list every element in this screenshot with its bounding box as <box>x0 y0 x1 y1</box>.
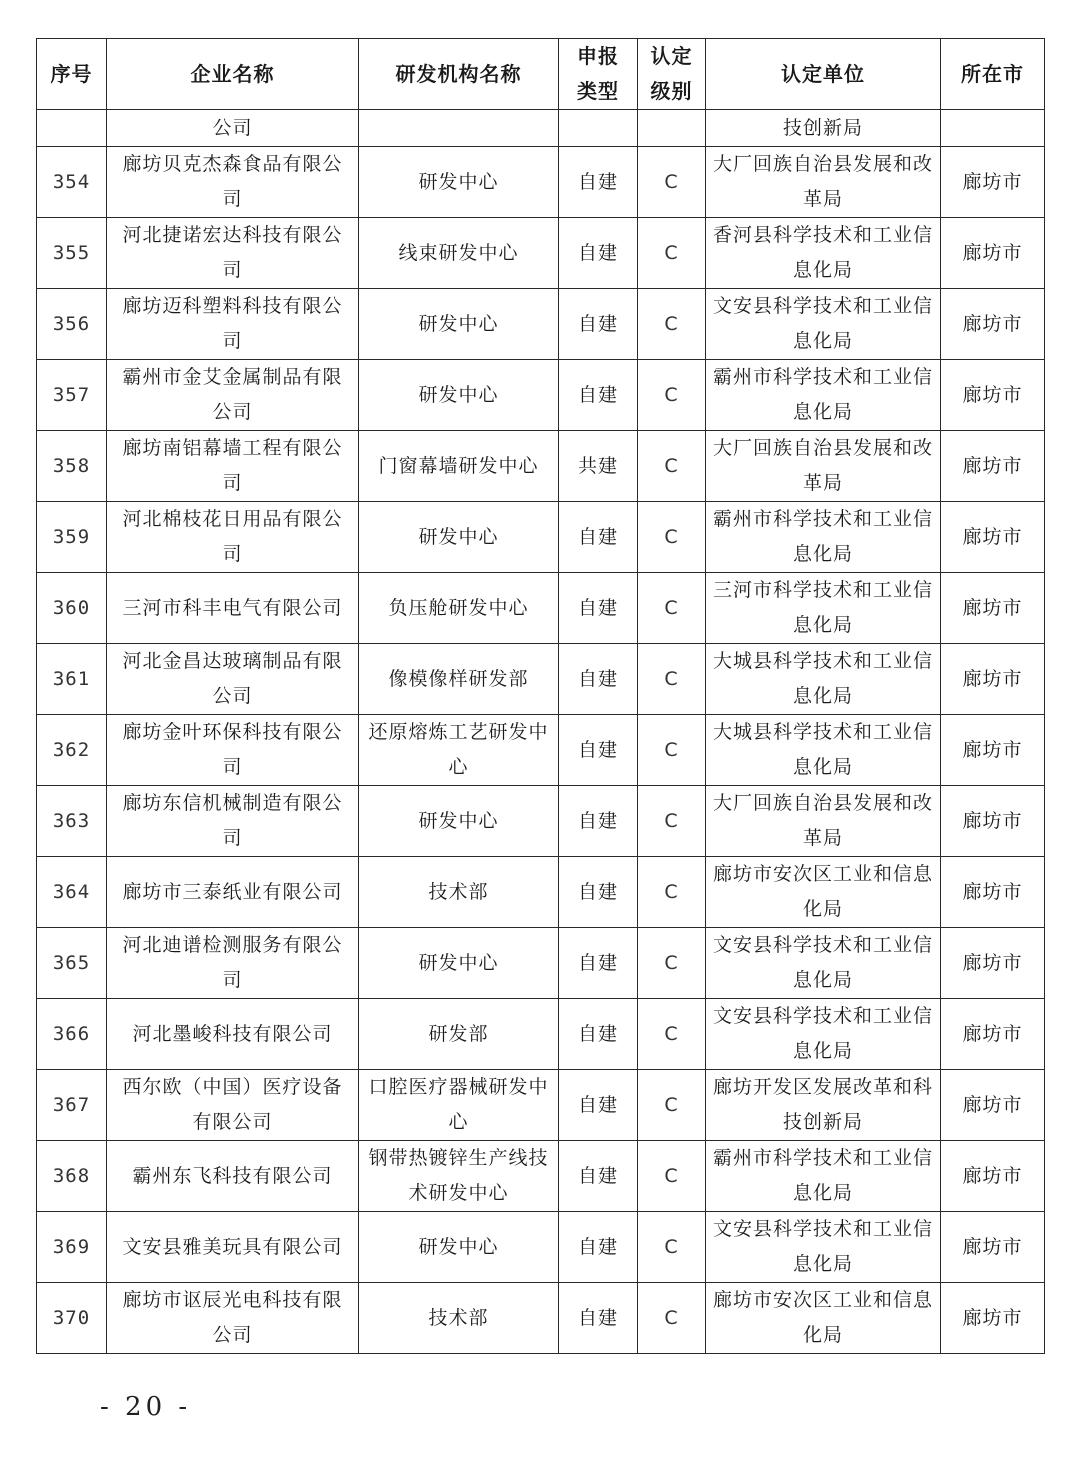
cell-level: C <box>638 502 706 573</box>
cell-city: 廊坊市 <box>941 1283 1045 1354</box>
cell-institution: 负压舱研发中心 <box>359 573 559 644</box>
header-row <box>37 39 1045 110</box>
cell-type: 自建 <box>559 1141 638 1212</box>
cell-company: 文安县雅美玩具有限公司 <box>107 1212 359 1283</box>
cell-institution: 门窗幕墙研发中心 <box>359 431 559 502</box>
table-row <box>37 928 1045 999</box>
cell-level: C <box>638 289 706 360</box>
cell-unit: 霸州市科学技术和工业信息化局 <box>706 502 941 573</box>
cell-city: 廊坊市 <box>941 1070 1045 1141</box>
cell-seq: 356 <box>37 289 107 360</box>
cell-company: 河北迪谱检测服务有限公司 <box>107 928 359 999</box>
cell-level: C <box>638 1141 706 1212</box>
cell-unit: 廊坊市安次区工业和信息化局 <box>706 857 941 928</box>
cell-seq: 368 <box>37 1141 107 1212</box>
cell-institution: 还原熔炼工艺研发中心 <box>359 715 559 786</box>
cell-institution: 研发部 <box>359 999 559 1070</box>
cell-type: 自建 <box>559 147 638 218</box>
table-row <box>37 1212 1045 1283</box>
cell-unit: 大厂回族自治县发展和改革局 <box>706 786 941 857</box>
cell-seq: 363 <box>37 786 107 857</box>
cell-seq <box>37 110 107 147</box>
cell-seq: 357 <box>37 360 107 431</box>
table-row <box>37 857 1045 928</box>
institution-table <box>36 38 1045 1354</box>
cell-seq: 355 <box>37 218 107 289</box>
cell-seq: 358 <box>37 431 107 502</box>
cell-level: C <box>638 147 706 218</box>
cell-unit: 大厂回族自治县发展和改革局 <box>706 431 941 502</box>
cell-level: C <box>638 360 706 431</box>
cell-seq: 366 <box>37 999 107 1070</box>
cell-company: 霸州市金艾金属制品有限公司 <box>107 360 359 431</box>
cell-level: C <box>638 1212 706 1283</box>
cell-city: 廊坊市 <box>941 1212 1045 1283</box>
cell-type: 自建 <box>559 1212 638 1283</box>
header-type: 申报类型 <box>559 39 638 110</box>
cell-level: C <box>638 573 706 644</box>
header-company: 企业名称 <box>107 39 359 110</box>
cell-city: 廊坊市 <box>941 786 1045 857</box>
cell-company: 西尔欧（中国）医疗设备有限公司 <box>107 1070 359 1141</box>
page-number: - 20 - <box>100 1392 192 1422</box>
cell-company: 河北金昌达玻璃制品有限公司 <box>107 644 359 715</box>
cell-company: 河北棉枝花日用品有限公司 <box>107 502 359 573</box>
cell-company: 廊坊市讴辰光电科技有限公司 <box>107 1283 359 1354</box>
table-row <box>37 1070 1045 1141</box>
cell-type: 自建 <box>559 857 638 928</box>
cell-level: C <box>638 1283 706 1354</box>
cell-institution: 研发中心 <box>359 786 559 857</box>
cell-institution: 像模像样研发部 <box>359 644 559 715</box>
cell-city: 廊坊市 <box>941 218 1045 289</box>
cell-seq: 365 <box>37 928 107 999</box>
cell-type: 自建 <box>559 289 638 360</box>
cell-institution: 技术部 <box>359 857 559 928</box>
cell-seq: 354 <box>37 147 107 218</box>
cell-company: 河北捷诺宏达科技有限公司 <box>107 218 359 289</box>
header-city: 所在市 <box>941 39 1045 110</box>
cell-city: 廊坊市 <box>941 573 1045 644</box>
cell-unit: 香河县科学技术和工业信息化局 <box>706 218 941 289</box>
cell-unit: 三河市科学技术和工业信息化局 <box>706 573 941 644</box>
cell-seq: 369 <box>37 1212 107 1283</box>
cell-city: 廊坊市 <box>941 360 1045 431</box>
header-institution: 研发机构名称 <box>359 39 559 110</box>
continuation-row <box>37 110 1045 147</box>
cell-type: 自建 <box>559 999 638 1070</box>
cell-city: 廊坊市 <box>941 928 1045 999</box>
cell-type: 自建 <box>559 715 638 786</box>
header-level: 认定级别 <box>638 39 706 110</box>
cell-type: 自建 <box>559 644 638 715</box>
header-seq: 序号 <box>37 39 107 110</box>
cell-level: C <box>638 715 706 786</box>
cell-company: 廊坊东信机械制造有限公司 <box>107 786 359 857</box>
cell-level: C <box>638 786 706 857</box>
cell-seq: 362 <box>37 715 107 786</box>
table-row <box>37 644 1045 715</box>
cell-level: C <box>638 857 706 928</box>
cell-level: C <box>638 431 706 502</box>
table-row <box>37 218 1045 289</box>
cell-institution: 技术部 <box>359 1283 559 1354</box>
cell-seq: 361 <box>37 644 107 715</box>
cell-city: 廊坊市 <box>941 715 1045 786</box>
table-body <box>37 110 1045 1354</box>
cell-city: 廊坊市 <box>941 431 1045 502</box>
cell-institution: 研发中心 <box>359 147 559 218</box>
cell-unit: 大城县科学技术和工业信息化局 <box>706 644 941 715</box>
cell-level: C <box>638 218 706 289</box>
cell-seq: 364 <box>37 857 107 928</box>
table-row <box>37 999 1045 1070</box>
cell-unit: 文安县科学技术和工业信息化局 <box>706 289 941 360</box>
cell-type: 自建 <box>559 360 638 431</box>
cell-city: 廊坊市 <box>941 857 1045 928</box>
cell-type: 自建 <box>559 1070 638 1141</box>
cell-company: 廊坊市三泰纸业有限公司 <box>107 857 359 928</box>
header-unit: 认定单位 <box>706 39 941 110</box>
cell-institution: 口腔医疗器械研发中心 <box>359 1070 559 1141</box>
cell-city: 廊坊市 <box>941 502 1045 573</box>
cell-seq: 359 <box>37 502 107 573</box>
cell-level: C <box>638 644 706 715</box>
cell-institution: 研发中心 <box>359 502 559 573</box>
table-row <box>37 573 1045 644</box>
table-row <box>37 147 1045 218</box>
cell-company: 河北墨峻科技有限公司 <box>107 999 359 1070</box>
cell-unit: 文安县科学技术和工业信息化局 <box>706 928 941 999</box>
cell-unit: 霸州市科学技术和工业信息化局 <box>706 1141 941 1212</box>
cell-type: 共建 <box>559 431 638 502</box>
cell-unit: 廊坊开发区发展改革和科技创新局 <box>706 1070 941 1141</box>
cell-city: 廊坊市 <box>941 147 1045 218</box>
cell-type: 自建 <box>559 1283 638 1354</box>
cell-city <box>941 110 1045 147</box>
cell-city: 廊坊市 <box>941 644 1045 715</box>
cell-type: 自建 <box>559 928 638 999</box>
cell-unit: 文安县科学技术和工业信息化局 <box>706 1212 941 1283</box>
cell-seq: 367 <box>37 1070 107 1141</box>
cell-unit: 大城县科学技术和工业信息化局 <box>706 715 941 786</box>
cell-institution: 研发中心 <box>359 1212 559 1283</box>
cell-unit: 大厂回族自治县发展和改革局 <box>706 147 941 218</box>
cell-seq: 370 <box>37 1283 107 1354</box>
table-row <box>37 1283 1045 1354</box>
cell-company: 廊坊南铝幕墙工程有限公司 <box>107 431 359 502</box>
cell-city: 廊坊市 <box>941 999 1045 1070</box>
cell-type <box>559 110 638 147</box>
cell-company: 廊坊迈科塑料科技有限公司 <box>107 289 359 360</box>
cell-company: 廊坊金叶环保科技有限公司 <box>107 715 359 786</box>
cell-unit: 技创新局 <box>706 110 941 147</box>
cell-type: 自建 <box>559 502 638 573</box>
table-row <box>37 431 1045 502</box>
cell-institution: 研发中心 <box>359 928 559 999</box>
cell-unit: 文安县科学技术和工业信息化局 <box>706 999 941 1070</box>
table-row <box>37 289 1045 360</box>
cell-type: 自建 <box>559 218 638 289</box>
cell-type: 自建 <box>559 573 638 644</box>
table-row <box>37 786 1045 857</box>
table-row <box>37 502 1045 573</box>
table-row <box>37 715 1045 786</box>
cell-type: 自建 <box>559 786 638 857</box>
cell-unit: 廊坊市安次区工业和信息化局 <box>706 1283 941 1354</box>
cell-institution: 研发中心 <box>359 360 559 431</box>
cell-level: C <box>638 928 706 999</box>
table-row <box>37 360 1045 431</box>
cell-institution: 钢带热镀锌生产线技术研发中心 <box>359 1141 559 1212</box>
cell-city: 廊坊市 <box>941 289 1045 360</box>
cell-level <box>638 110 706 147</box>
cell-institution: 线束研发中心 <box>359 218 559 289</box>
cell-level: C <box>638 999 706 1070</box>
cell-level: C <box>638 1070 706 1141</box>
cell-company: 公司 <box>107 110 359 147</box>
table-row <box>37 1141 1045 1212</box>
cell-company: 三河市科丰电气有限公司 <box>107 573 359 644</box>
cell-company: 霸州东飞科技有限公司 <box>107 1141 359 1212</box>
cell-seq: 360 <box>37 573 107 644</box>
cell-city: 廊坊市 <box>941 1141 1045 1212</box>
cell-institution: 研发中心 <box>359 289 559 360</box>
cell-institution <box>359 110 559 147</box>
cell-unit: 霸州市科学技术和工业信息化局 <box>706 360 941 431</box>
cell-company: 廊坊贝克杰森食品有限公司 <box>107 147 359 218</box>
